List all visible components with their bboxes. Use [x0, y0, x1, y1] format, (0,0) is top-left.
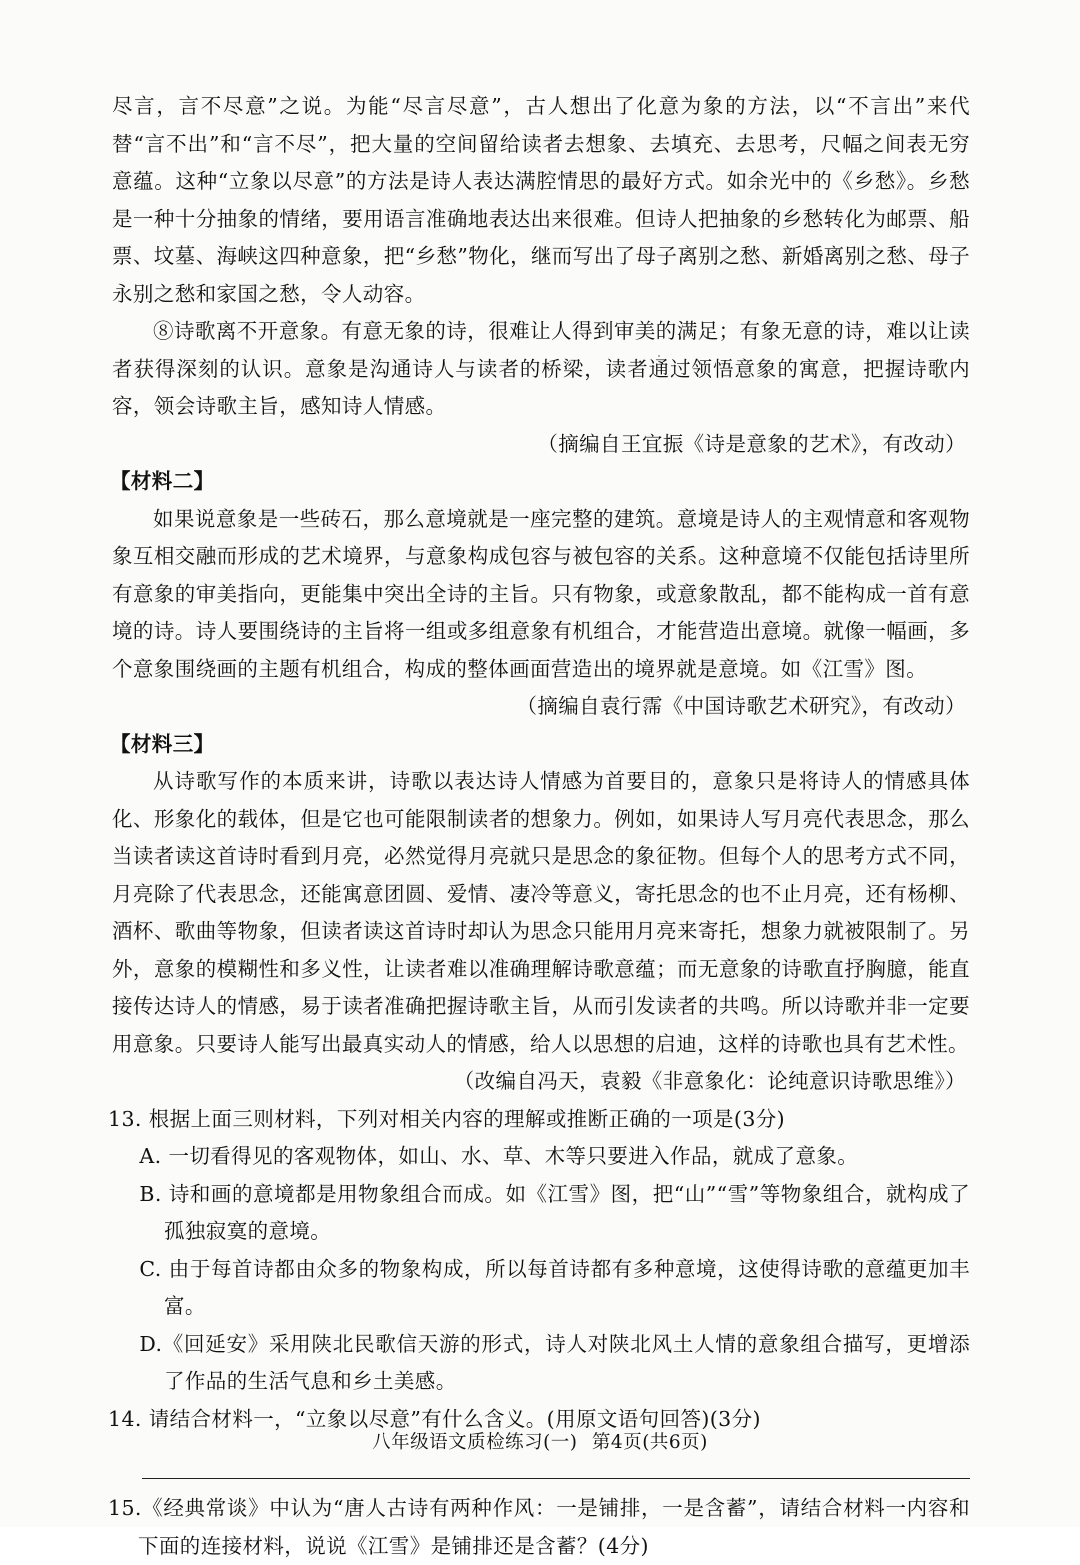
question-14-stem: 14. 请结合材料一，“立象以尽意”有什么含义。(用原文语句回答)(3分)	[108, 1406, 761, 1431]
question-13-option-c: C. 由于每首诗都由众多的物象构成，所以每首诗都有多种意境，这使得诗歌的意蕴更加丰富。	[139, 1256, 970, 1318]
page-content	[108, 88, 970, 1565]
question-13-option-d: D.《回延安》采用陕北民歌信天游的形式，诗人对陕北风土人情的意象组合描写，更增添了作品的生活气息和乡土美感。	[139, 1331, 970, 1393]
question-13-option-b: B. 诗和画的意境都是用物象组合而成。如《江雪》图，把“山”“雪”等物象组合，就构成了孤独寂寞的意境。	[139, 1181, 970, 1243]
question-15-stem: 15.《经典常谈》中认为“唐人古诗有两种作风：一是铺排，一是含蓄”，请结合材料一内容和下面的连接材料，说说《江雪》是铺排还是含蓄？(4分)	[108, 1496, 970, 1558]
material-three-heading: 【材料三】	[110, 731, 215, 756]
scan-speck	[658, 355, 660, 357]
footer-exam-title: 八年级语文质检练习(一)	[372, 1432, 578, 1453]
material-two-body: 如果说意象是一些砖石，那么意境就是一座完整的建筑。意境是诗人的主观情意和客观物象互相交融而形成的艺术境界，与意象构成包容与被包容的关系。这种意境不仅能包括诗里所有意象的审美指向，更能集中突出全诗的主旨。只有物象，或意象散乱，都不能构成一首有意境的诗。诗人要围绕诗的主旨将一组或多组意象有机组合，才能营造出意境。就像一幅画，多个意象围绕画的主题有机组合，构成的整体画面营造出的境界就是意境。如《江雪》图。	[112, 506, 970, 681]
footer-page-number: 第4页(共6页)	[591, 1432, 708, 1453]
page-footer	[0, 1428, 1080, 1454]
material-three-source: （改编自冯天，袁毅《非意象化：论纯意识诗歌思维》）	[453, 1069, 966, 1093]
material-one-paragraph-8: ⑧诗歌离不开意象。有意无象的诗，很难让人得到审美的满足；有象无意的诗，难以让读者获得深刻的认识。意象是沟通诗人与读者的桥梁，读者通过领悟意象的寓意，把握诗歌内容，领会诗歌主旨，感知诗人情感。	[112, 319, 970, 418]
material-two-heading: 【材料二】	[110, 469, 215, 493]
answer-line	[142, 1478, 970, 1479]
question-13-stem: 13. 根据上面三则材料，下列对相关内容的理解或推断正确的一项是(3分)	[108, 1106, 786, 1131]
material-three-body: 从诗歌写作的本质来讲，诗歌以表达诗人情感为首要目的，意象只是将诗人的情感具体化、形象化的载体，但是它也可能限制读者的想象力。例如，如果诗人写月亮代表思念，那么当读者读这首诗时看到月亮，必然觉得月亮就只是思念的象征物。但每个人的思考方式不同，月亮除了代表思念，还能寓意团圆、爱情、凄冷等意义，寄托思念的也不止月亮，还有杨柳、酒杯、歌曲等物象，但读者读这首诗时却认为思念只能用月亮来寄托，想象力就被限制了。另外，意象的模糊性和多义性，让读者难以准确理解诗歌意蕴；而无意象的诗歌直抒胸臆，能直接传达诗人的情感，易于读者准确把握诗歌主旨，从而引发读者的共鸣。所以诗歌并非一定要用意象。只要诗人能写出最真实动人的情感，给人以思想的启迪，这样的诗歌也具有艺术性。	[112, 769, 970, 1056]
material-one-paragraph-7: 尽言，言不尽意”之说。为能“尽言尽意”，古人想出了化意为象的方法，以“不言出”来代替“言不出”和“言不尽”，把大量的空间留给读者去想象、去填充、去思考，尺幅之间表无穷意蕴。这种“立象以尽意”的方法是诗人表达满腔情思的最好方式。如余光中的《乡愁》。乡愁是一种十分抽象的情绪，要用语言准确地表达出来很难。但诗人把抽象的乡愁转化为邮票、船票、坟墓、海峡这四种意象，把“乡愁”物化，继而写出了母子离别之愁、新婚离别之愁、母子永别之愁和家国之愁，令人动容。	[112, 94, 970, 306]
material-one-source: （摘编自王宜振《诗是意象的艺术》，有改动）	[537, 431, 966, 456]
material-two-source: （摘编自袁行霈《中国诗歌艺术研究》，有改动）	[516, 694, 966, 718]
question-13-option-a: A. 一切看得见的客观物体，如山、水、草、木等只要进入作品，就成了意象。	[139, 1144, 859, 1168]
